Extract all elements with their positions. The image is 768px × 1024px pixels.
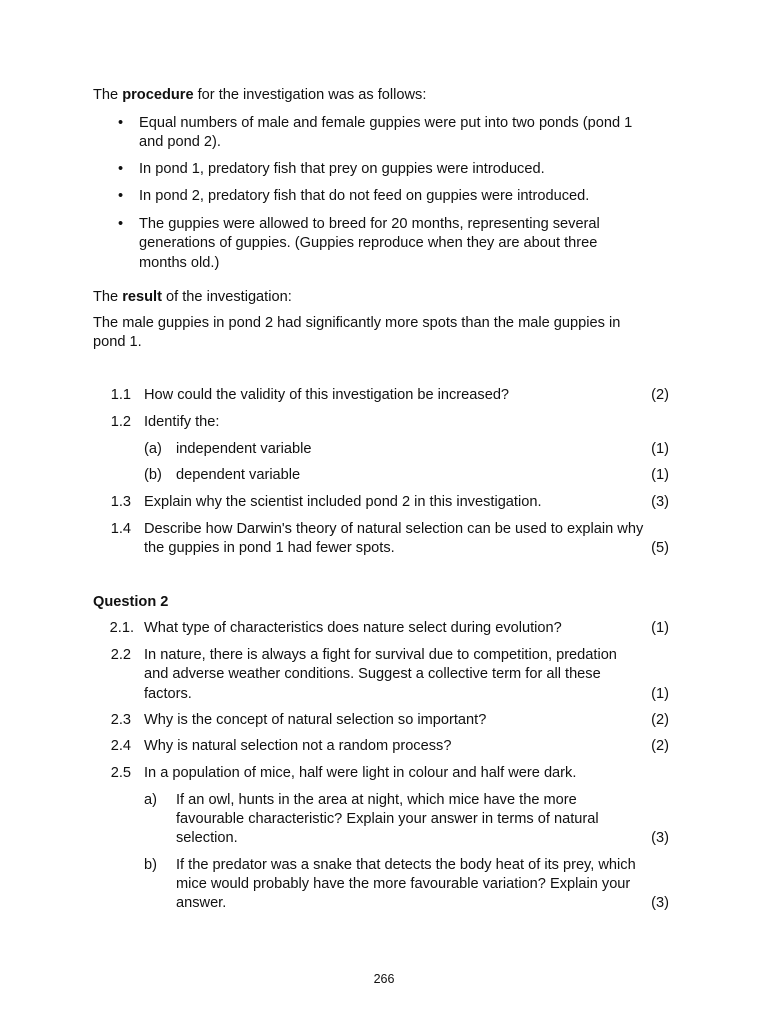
question-number: 2.3 xyxy=(110,712,131,728)
question-mark: (3) xyxy=(651,830,669,846)
result-heading: The result of the investigation: xyxy=(93,289,292,305)
sub-question-text-line-2: mice would probably have the more favourable variation? Explain your xyxy=(176,876,631,892)
bullet-marker: • xyxy=(118,115,124,131)
sub-question-text-line-3: answer. xyxy=(176,895,227,911)
question-number: 1.4 xyxy=(110,521,131,537)
sub-question-label: a) xyxy=(144,792,157,808)
question-2-heading: Question 2 xyxy=(93,594,169,610)
question-mark: (1) xyxy=(651,467,669,483)
question-mark: (1) xyxy=(651,441,669,457)
sub-question-label: (b) xyxy=(144,467,162,483)
page-number: 266 xyxy=(373,972,395,986)
sub-question-label: (a) xyxy=(144,441,162,457)
question-text: How could the validity of this investigation be increased? xyxy=(144,387,510,403)
sub-question-text-line-3: selection. xyxy=(176,830,238,846)
sub-question-text: independent variable xyxy=(176,441,312,457)
sub-question-text-line-2: favourable characteristic? Explain your answer in terms of natural xyxy=(176,811,599,827)
question-number: 1.3 xyxy=(110,494,131,510)
bullet-marker: • xyxy=(118,161,124,177)
question-text-line-3: factors. xyxy=(144,686,192,702)
bullet-4-line-2: generations of guppies. (Guppies reproduce when they are about three xyxy=(139,235,598,251)
question-number: 2.5 xyxy=(110,765,131,781)
bullet-1-line-1: Equal numbers of male and female guppies were put into two ponds (pond 1 xyxy=(139,115,633,131)
question-number: 2.2 xyxy=(110,647,131,663)
question-text: What type of characteristics does nature select during evolution? xyxy=(144,620,562,636)
question-text: Why is the concept of natural selection so important? xyxy=(144,712,487,728)
question-text: Why is natural selection not a random process? xyxy=(144,738,452,754)
question-mark: (3) xyxy=(651,895,669,911)
sub-question-label: b) xyxy=(144,857,157,873)
bullet-marker: • xyxy=(118,216,124,232)
question-mark: (5) xyxy=(651,540,669,556)
question-mark: (1) xyxy=(651,686,669,702)
question-number: 1.1 xyxy=(110,387,131,403)
bullet-4-line-3: months old.) xyxy=(139,255,220,271)
question-text: Explain why the scientist included pond 2 in this investigation. xyxy=(144,494,542,510)
question-text-line-2: the guppies in pond 1 had fewer spots. xyxy=(144,540,395,556)
question-mark: (2) xyxy=(651,712,669,728)
question-mark: (2) xyxy=(651,738,669,754)
question-mark: (3) xyxy=(651,494,669,510)
result-text-line-1: The male guppies in pond 2 had significantly more spots than the male guppies in xyxy=(93,315,621,331)
bullet-4-line-1: The guppies were allowed to breed for 20 months, representing several xyxy=(139,216,600,232)
bullet-2-line-1: In pond 1, predatory fish that prey on guppies were introduced. xyxy=(139,161,545,177)
question-text-line-2: and adverse weather conditions. Suggest a collective term for all these xyxy=(144,666,601,682)
question-number: 1.2 xyxy=(110,414,131,430)
bullet-3-line-1: In pond 2, predatory fish that do not feed on guppies were introduced. xyxy=(139,188,590,204)
sub-question-text-line-1: If an owl, hunts in the area at night, which mice have the more xyxy=(176,792,577,808)
sub-question-text: dependent variable xyxy=(176,467,301,483)
question-text: In a population of mice, half were light in colour and half were dark. xyxy=(144,765,577,781)
bullet-1-line-2: and pond 2). xyxy=(139,134,221,150)
question-mark: (2) xyxy=(651,387,669,403)
question-text: Identify the: xyxy=(144,414,220,430)
sub-question-text-line-1: If the predator was a snake that detects the body heat of its prey, which xyxy=(176,857,636,873)
question-text-line-1: In nature, there is always a fight for survival due to competition, predation xyxy=(144,647,617,663)
question-number: 2.4 xyxy=(110,738,131,754)
procedure-intro: The procedure for the investigation was as follows: xyxy=(93,87,427,103)
question-mark: (1) xyxy=(651,620,669,636)
result-text-line-2: pond 1. xyxy=(93,334,142,350)
question-text-line-1: Describe how Darwin's theory of natural selection can be used to explain why xyxy=(144,521,644,537)
question-number: 2.1. xyxy=(109,620,134,636)
bullet-marker: • xyxy=(118,188,124,204)
